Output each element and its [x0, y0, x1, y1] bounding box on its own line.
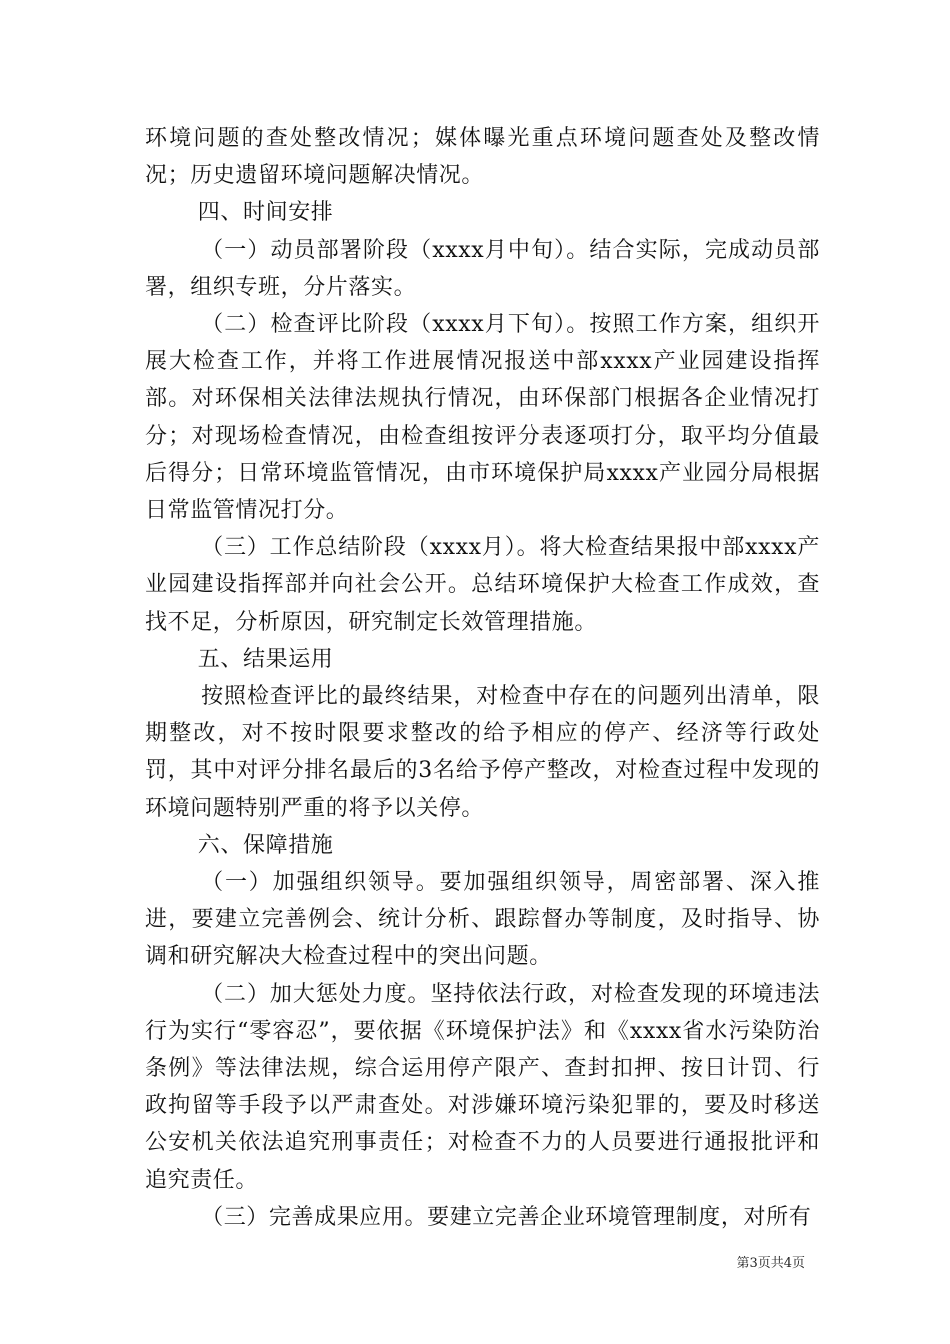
section-heading-results: 五、结果运用	[197, 646, 334, 672]
paragraph-inspection-stage: （二）检查评比阶段（xxxx月下旬）。按照工作方案，组织开展大检查工作，并将工作进展情况报送中部xxxx产业园建设指挥部。对环保相关法律法规执行情况，由环保部门根据各企业情况打分；对现场检查情况，由检查组按评分表逐项打分，取平均分值最后得分；日常环境监管情况，由市环境保护局xxxx产业园分局根据日常监管情况打分。	[145, 312, 820, 524]
paragraph-punishment: （二）加大惩处力度。坚持依法行政，对检查发现的环境违法行为实行“零容忍”，要依据《环境保护法》和《xxxx省水污染防治条例》等法律法规，综合运用停产限产、查封扣押、按日计罚、行政拘留等手段予以严肃查处。对涉嫌环境污染犯罪的，要及时移送公安机关依法追究刑事责任；对检查不力的人员要进行通报批评和追究责任。	[145, 981, 820, 1193]
paragraph-mobilization-stage: （一）动员部署阶段（xxxx月中旬）。结合实际，完成动员部署，组织专班，分片落实。	[145, 237, 820, 300]
paragraph-outcome-application: （三）完善成果应用。要建立完善企业环境管理制度，对所有	[201, 1204, 812, 1230]
section-heading-safeguards: 六、保障措施	[197, 832, 334, 858]
document-body	[145, 120, 820, 1236]
section-heading-schedule: 四、时间安排	[197, 200, 334, 226]
paragraph-continuation: 环境问题的查处整改情况；媒体曝光重点环境问题查处及整改情况；历史遗留环境问题解决情况。	[145, 126, 820, 189]
paragraph-organization-leadership: （一）加强组织领导。要加强组织领导，周密部署、深入推进，要建立完善例会、统计分析、跟踪督办等制度，及时指导、协调和研究解决大检查过程中的突出问题。	[145, 870, 820, 970]
page-number: 第3页共4页	[736, 1256, 805, 1271]
paragraph-results-application: 按照检查评比的最终结果，对检查中存在的问题列出清单，限期整改，对不按时限要求整改的给予相应的停产、经济等行政处罚，其中对评分排名最后的3名给予停产整改，对检查过程中发现的环境问题特别严重的将予以关停。	[145, 684, 820, 821]
paragraph-summary-stage: （三）工作总结阶段（xxxx月）。将大检查结果报中部xxxx产业园建设指挥部并向社会公开。总结环境保护大检查工作成效，查找不足，分析原因，研究制定长效管理措施。	[145, 535, 820, 635]
